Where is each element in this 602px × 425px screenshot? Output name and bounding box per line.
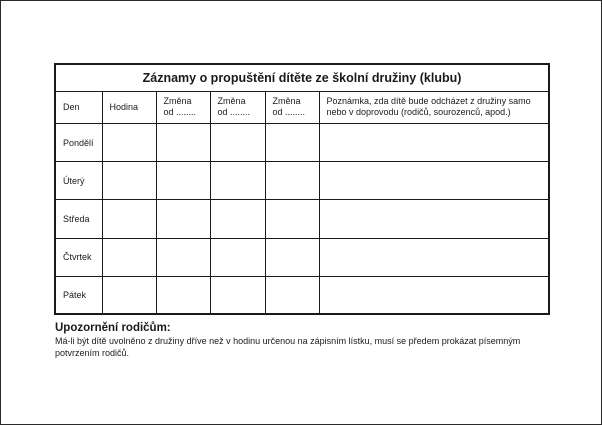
day-label: Úterý xyxy=(56,162,102,200)
hour-cell[interactable] xyxy=(102,238,156,276)
column-header-change-2-line2: od ........ xyxy=(217,107,251,117)
column-header-change-2 xyxy=(210,92,265,124)
table-row xyxy=(56,124,548,162)
change-cell[interactable] xyxy=(210,162,265,200)
change-cell[interactable] xyxy=(156,238,210,276)
hour-cell[interactable] xyxy=(102,124,156,162)
day-label: Pondělí xyxy=(56,124,102,162)
day-label: Středa xyxy=(56,200,102,238)
table-row xyxy=(56,238,548,276)
form-title: Záznamy o propuštění dítěte ze školní družiny (klubu) xyxy=(56,65,548,92)
note-cell[interactable] xyxy=(319,238,548,276)
change-cell[interactable] xyxy=(210,238,265,276)
note-cell[interactable] xyxy=(319,162,548,200)
note-cell[interactable] xyxy=(319,276,548,313)
column-header-hour: Hodina xyxy=(102,92,156,124)
table-row xyxy=(56,276,548,313)
change-cell[interactable] xyxy=(156,162,210,200)
change-cell[interactable] xyxy=(156,276,210,313)
note-cell[interactable] xyxy=(319,124,548,162)
column-header-note-line1: Poznámka, zda dítě bude odcházet z družiny samo xyxy=(326,96,531,106)
table-row xyxy=(56,162,548,200)
notice-text-line1: Má-li být dítě uvolněno z družiny dříve než v hodinu určenou na zápisním lístku, musí se předem prokázat písemným xyxy=(55,336,521,346)
change-cell[interactable] xyxy=(210,276,265,313)
change-cell[interactable] xyxy=(265,276,319,313)
column-header-change-2-line1: Změna xyxy=(217,96,246,106)
column-header-note-line2: nebo v doprovodu (rodičů, sourozenců, apod.) xyxy=(326,107,511,117)
table-row xyxy=(56,200,548,238)
release-records-table xyxy=(54,63,550,315)
change-cell[interactable] xyxy=(265,238,319,276)
hour-cell[interactable] xyxy=(102,200,156,238)
change-cell[interactable] xyxy=(156,124,210,162)
hour-cell[interactable] xyxy=(102,276,156,313)
column-header-change-1 xyxy=(156,92,210,124)
hour-cell[interactable] xyxy=(102,162,156,200)
parent-notice xyxy=(55,322,555,359)
records-grid xyxy=(56,65,548,313)
change-cell[interactable] xyxy=(210,200,265,238)
day-label: Čtvrtek xyxy=(56,238,102,276)
day-label: Pátek xyxy=(56,276,102,313)
notice-text-line2: potvrzením rodičů. xyxy=(55,347,130,358)
column-header-note xyxy=(319,92,548,124)
change-cell[interactable] xyxy=(265,200,319,238)
notice-title: Upozornění rodičům: xyxy=(55,322,171,334)
column-header-change-3-line2: od ........ xyxy=(272,107,306,117)
change-cell[interactable] xyxy=(210,124,265,162)
note-cell[interactable] xyxy=(319,200,548,238)
change-cell[interactable] xyxy=(156,200,210,238)
column-header-change-3 xyxy=(265,92,319,124)
column-header-change-1-line1: Změna xyxy=(163,96,192,106)
change-cell[interactable] xyxy=(265,162,319,200)
column-header-day: Den xyxy=(56,92,102,124)
change-cell[interactable] xyxy=(265,124,319,162)
column-header-change-1-line2: od ........ xyxy=(163,107,197,117)
column-header-change-3-line1: Změna xyxy=(272,96,301,106)
